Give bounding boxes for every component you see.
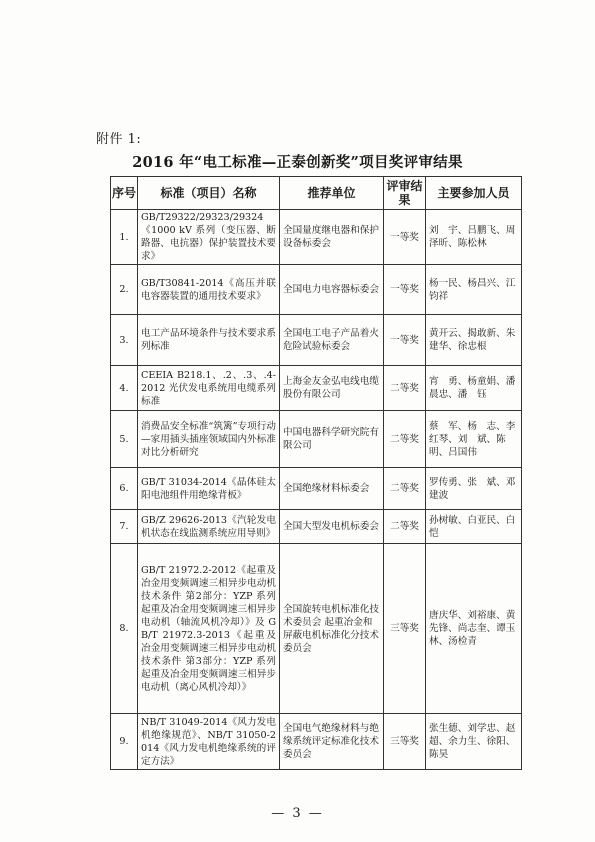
participants: 黄开云、揭敢新、朱建华、徐忠根: [426, 315, 522, 366]
standard-name: CEEIA B218.1、.2、.3、.4-2012 光伏发电系统用电缆系列标准: [138, 366, 280, 411]
table-row: [111, 714, 522, 770]
award-grade: 二等奖: [384, 468, 426, 510]
recommending-unit: 全国电力电容器标委会: [280, 265, 384, 315]
standard-name: GB/Z 29626-2013《汽轮发电机状态在线监测系统应用导则》: [138, 510, 280, 544]
award-grade: 三等奖: [384, 714, 426, 770]
standard-name: 消费品安全标准“筑篱”专项行动—家用插头插座领域国内外标准对比分析研究: [138, 411, 280, 468]
header-people: 主要参加人员: [426, 177, 522, 210]
results-table: [110, 176, 525, 770]
page-number: — 3 —: [271, 806, 324, 821]
document-title: 2016 年“电工标准—正泰创新奖”项目奖评审结果: [132, 154, 463, 171]
table-row: [111, 510, 522, 544]
recommending-unit: 全国量度继电器和保护设备标委会: [280, 210, 384, 265]
participants: 孙树敏、白亚民、白 恺: [426, 510, 522, 544]
row-number: 5.: [111, 411, 138, 468]
participants: 刘 宇、吕鹏飞、周泽昕、陈松林: [426, 210, 522, 265]
standard-name: GB/T 31034-2014《晶体硅太阳电池组件用绝缘背板》: [138, 468, 280, 510]
standard-name: 电工产品环境条件与技术要求系列标准: [138, 315, 280, 366]
header-unit: 推荐单位: [280, 177, 384, 210]
table-row: [111, 411, 522, 468]
award-grade: 一等奖: [384, 210, 426, 265]
participants: 罗传勇、张 斌、邓建波: [426, 468, 522, 510]
table-row: [111, 210, 522, 265]
participants: 蔡 军、杨 志、李红琴、刘 斌、陈明、吕国伟: [426, 411, 522, 468]
participants: 宵 勇、杨童娟、潘晨忠、潘 钰: [426, 366, 522, 411]
table-row: [111, 468, 522, 510]
attachment-label: 附件 1:: [96, 132, 142, 147]
row-number: 9.: [111, 714, 138, 770]
table-row: [111, 366, 522, 411]
recommending-unit: 全国电工电子产品着火危险试验标委会: [280, 315, 384, 366]
recommending-unit: 上海金友金弘电线电缆股份有限公司: [280, 366, 384, 411]
recommending-unit: 全国旋转电机标准化技术委员会 起重冶金和屏蔽电机标准化分技术委员会: [280, 544, 384, 714]
participants: 唐庆华、刘裕康、黄先锋、尚志奎、谭玉林、汤检青: [426, 544, 522, 714]
award-grade: 一等奖: [384, 265, 426, 315]
row-number: 8.: [111, 544, 138, 714]
award-grade: 二等奖: [384, 411, 426, 468]
award-grade: 二等奖: [384, 510, 426, 544]
recommending-unit: 全国电气绝缘材料与绝缘系统评定标准化技术委员会: [280, 714, 384, 770]
table-row: [111, 544, 522, 714]
header-no: 序号: [111, 177, 138, 210]
recommending-unit: 全国绝缘材料标委会: [280, 468, 384, 510]
table-row: [111, 315, 522, 366]
row-number: 1.: [111, 210, 138, 265]
row-number: 2.: [111, 265, 138, 315]
standard-name: GB/T30841-2014《高压并联电容器装置的通用技术要求》: [138, 265, 280, 315]
row-number: 4.: [111, 366, 138, 411]
award-grade: 二等奖: [384, 366, 426, 411]
participants: 杨一民、杨昌兴、江钧祥: [426, 265, 522, 315]
recommending-unit: 全国大型发电机标委会: [280, 510, 384, 544]
row-number: 3.: [111, 315, 138, 366]
row-number: 7.: [111, 510, 138, 544]
row-number: 6.: [111, 468, 138, 510]
header-result: 评审结果: [384, 177, 426, 210]
recommending-unit: 中国电器科学研究院有限公司: [280, 411, 384, 468]
award-grade: 一等奖: [384, 315, 426, 366]
table-header-row: [111, 177, 522, 210]
participants: 张生德、刘学忠、赵 超、余力生、徐阳、陈昊: [426, 714, 522, 770]
table-row: [111, 265, 522, 315]
award-grade: 三等奖: [384, 544, 426, 714]
standard-name: NB/T 31049-2014《风力发电机绝缘规范》、NB/T 31050-2014《风力发电机绝缘系统的评定方法》: [138, 714, 280, 770]
header-name: 标准（项目）名称: [138, 177, 280, 210]
standard-name: GB/T 21972.2-2012《起重及冶金用变频调速三相异步电动机技术条件 第2部分：YZP 系列起重及冶金用变频调速三相异步电动机（轴流风机冷却）》及 GB/T 21972.3-2013《起重及冶金用变频调速三相异步电动机技术条件 第3部分：YZP 系列起重及冶金用变频调速三相异步电动机（离心风机冷却）》: [138, 544, 280, 714]
standard-name: GB/T29322/29323/29324《1000 kV 系列（变压器、断路器、电抗器）保护装置技术要求》: [138, 210, 280, 265]
